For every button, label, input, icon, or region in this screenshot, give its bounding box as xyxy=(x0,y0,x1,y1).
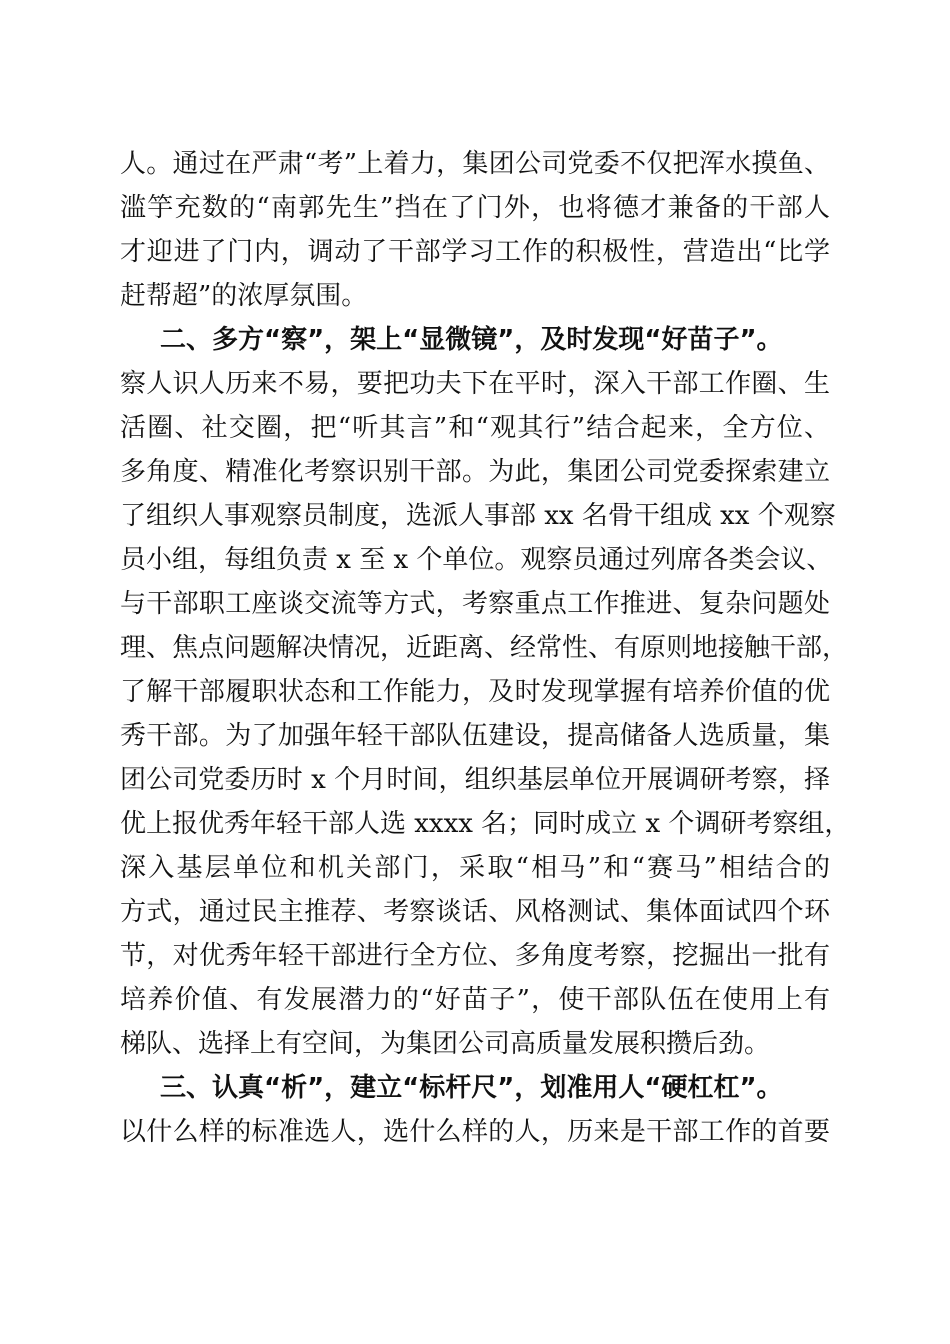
paragraph-line: 深入基层单位和机关部门，采取“相马”和“赛马”相结合的 xyxy=(120,853,830,883)
paragraph-line: 节，对优秀年轻干部进行全方位、多角度考察，挖掘出一批有 xyxy=(120,941,830,971)
paragraph-line: 员小组，每组负责 x 至 x 个单位。观察员通过列席各类会议、 xyxy=(120,545,833,575)
paragraph-line: 才迎进了门内，调动了干部学习工作的积极性，营造出“比学 xyxy=(120,237,830,267)
paragraph-line: 方式，通过民主推荐、考察谈话、风格测试、集体面试四个环 xyxy=(120,897,830,927)
paragraph-line: 梯队、选择上有空间，为集团公司高质量发展积攒后劲。 xyxy=(120,1029,771,1059)
paragraph-line: 理、焦点问题解决情况，近距离、经常性、有原则地接触干部， xyxy=(120,633,849,663)
paragraph-line: 察人识人历来不易，要把功夫下在平时，深入干部工作圈、生 xyxy=(120,369,830,399)
paragraph-line: 活圈、社交圈，把“听其言”和“观其行”结合起来，全方位、 xyxy=(120,413,830,443)
paragraph-line: 团公司党委历时 x 个月时间，组织基层单位开展调研考察，择 xyxy=(120,765,830,795)
paragraph-line: 了组织人事观察员制度，选派人事部 xx 名骨干组成 xx 个观察 xyxy=(120,501,836,531)
paragraph-line: 秀干部。为了加强年轻干部队伍建设，提高储备人选质量，集 xyxy=(120,721,830,751)
paragraph-line: 赶帮超”的浓厚氛围。 xyxy=(120,281,368,311)
paragraph-line: 以什么样的标准选人，选什么样的人，历来是干部工作的首要 xyxy=(120,1117,830,1147)
paragraph-line: 多角度、精准化考察识别干部。为此，集团公司党委探索建立 xyxy=(120,457,830,487)
section-heading-3: 三、认真“析”，建立“标杆尺”，划准用人“硬杠杠”。 xyxy=(160,1073,783,1103)
paragraph-line: 滥竽充数的“南郭先生”挡在了门外，也将德才兼备的干部人 xyxy=(120,193,830,223)
paragraph-line: 人。通过在严肃“考”上着力，集团公司党委不仅把浑水摸鱼、 xyxy=(120,149,830,179)
paragraph-line: 了解干部履职状态和工作能力，及时发现掌握有培养价值的优 xyxy=(120,677,830,707)
section-heading-2: 二、多方“察”，架上“显微镜”，及时发现“好苗子”。 xyxy=(160,325,783,355)
paragraph-line: 培养价值、有发展潜力的“好苗子”，使干部队伍在使用上有 xyxy=(120,985,830,1015)
paragraph-line: 与干部职工座谈交流等方式，考察重点工作推进、复杂问题处 xyxy=(120,589,830,619)
paragraph-line: 优上报优秀年轻干部人选 xxxx 名；同时成立 x 个调研考察组， xyxy=(120,809,851,839)
